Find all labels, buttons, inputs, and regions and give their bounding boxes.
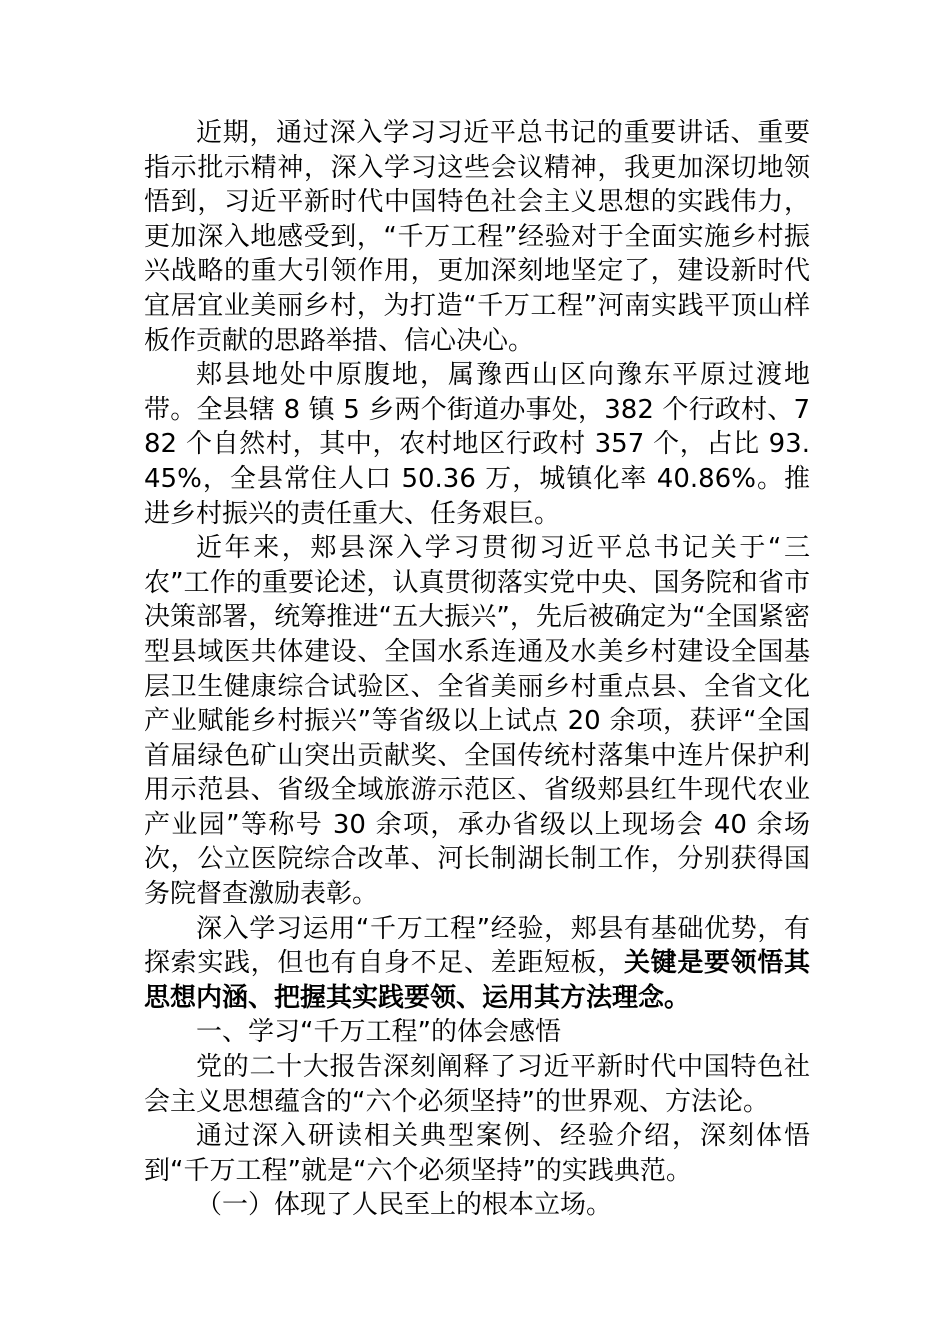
- document-body: [144, 116, 810, 1223]
- paragraph-county-overview: 郏县地处中原腹地，属豫西山区向豫东平原过渡地带。全县辖 8 镇 5 乡两个街道办事处，382 个行政村、782 个自然村，其中，农村地区行政村 357 个，占比 93.45%，全县常住人口 50.36 万，城镇化率 40.86%。推进乡村振兴的责任重大、任务艰巨。: [144, 360, 810, 529]
- paragraph-achievements: 近年来，郏县深入学习贯彻习近平总书记关于“三农”工作的重要论述，认真贯彻落实党中央、国务院和省市决策部署，统筹推进“五大振兴”，先后被确定为“全国紧密型县域医共体建设、全国水系连通及水美乡村建设全国基层卫生健康综合试验区、全省美丽乡村重点县、全省文化产业赋能乡村振兴”等省级以上试点 20 余项，获评“全国首届绿色矿山突出贡献奖、全国传统村落集中连片保护利用示范县、省级全域旅游示范区、省级郏县红牛现代农业产业园”等称号 30 余项，承办省级以上现场会 40 余场次，公立医院综合改革、河长制湖长制工作，分别获得国务院督查激励表彰。: [144, 533, 810, 910]
- key-point-text: 深入学习运用“千万工程”经验，郏县有基础优势，有探索实践，但也有自身不足、差距短板，: [144, 913, 810, 979]
- key-point-bold-text: 关键是要领悟其思想内涵、把握其实践要领、运用其方法理念。: [144, 948, 810, 1013]
- paragraph-twentieth-congress: 党的二十大报告深刻阐释了习近平新时代中国特色社会主义思想蕴含的“六个必须坚持”的世界观、方法论。: [144, 1052, 810, 1117]
- paragraph-case-study: 通过深入研读相关典型案例、经验介绍，深刻体悟到“千万工程”就是“六个必须坚持”的实践典范。: [144, 1121, 810, 1186]
- section-heading-1: 一、学习“千万工程”的体会感悟: [196, 1017, 561, 1048]
- subsection-heading-1: （一）体现了人民至上的根本立场。: [196, 1190, 613, 1221]
- paragraph-intro: 近期，通过深入学习习近平总书记的重要讲话、重要指示批示精神，深入学习这些会议精神，我更加深切地领悟到，习近平新时代中国特色社会主义思想的实践伟力，更加深入地感受到，“千万工程”经验对于全面实施乡村振兴战略的重大引领作用，更加深刻地坚定了，建设新时代宜居宜业美丽乡村，为打造“千万工程”河南实践平顶山样板作贡献的思路举措、信心决心。: [144, 118, 810, 356]
- paragraph-key-point: [144, 912, 810, 1016]
